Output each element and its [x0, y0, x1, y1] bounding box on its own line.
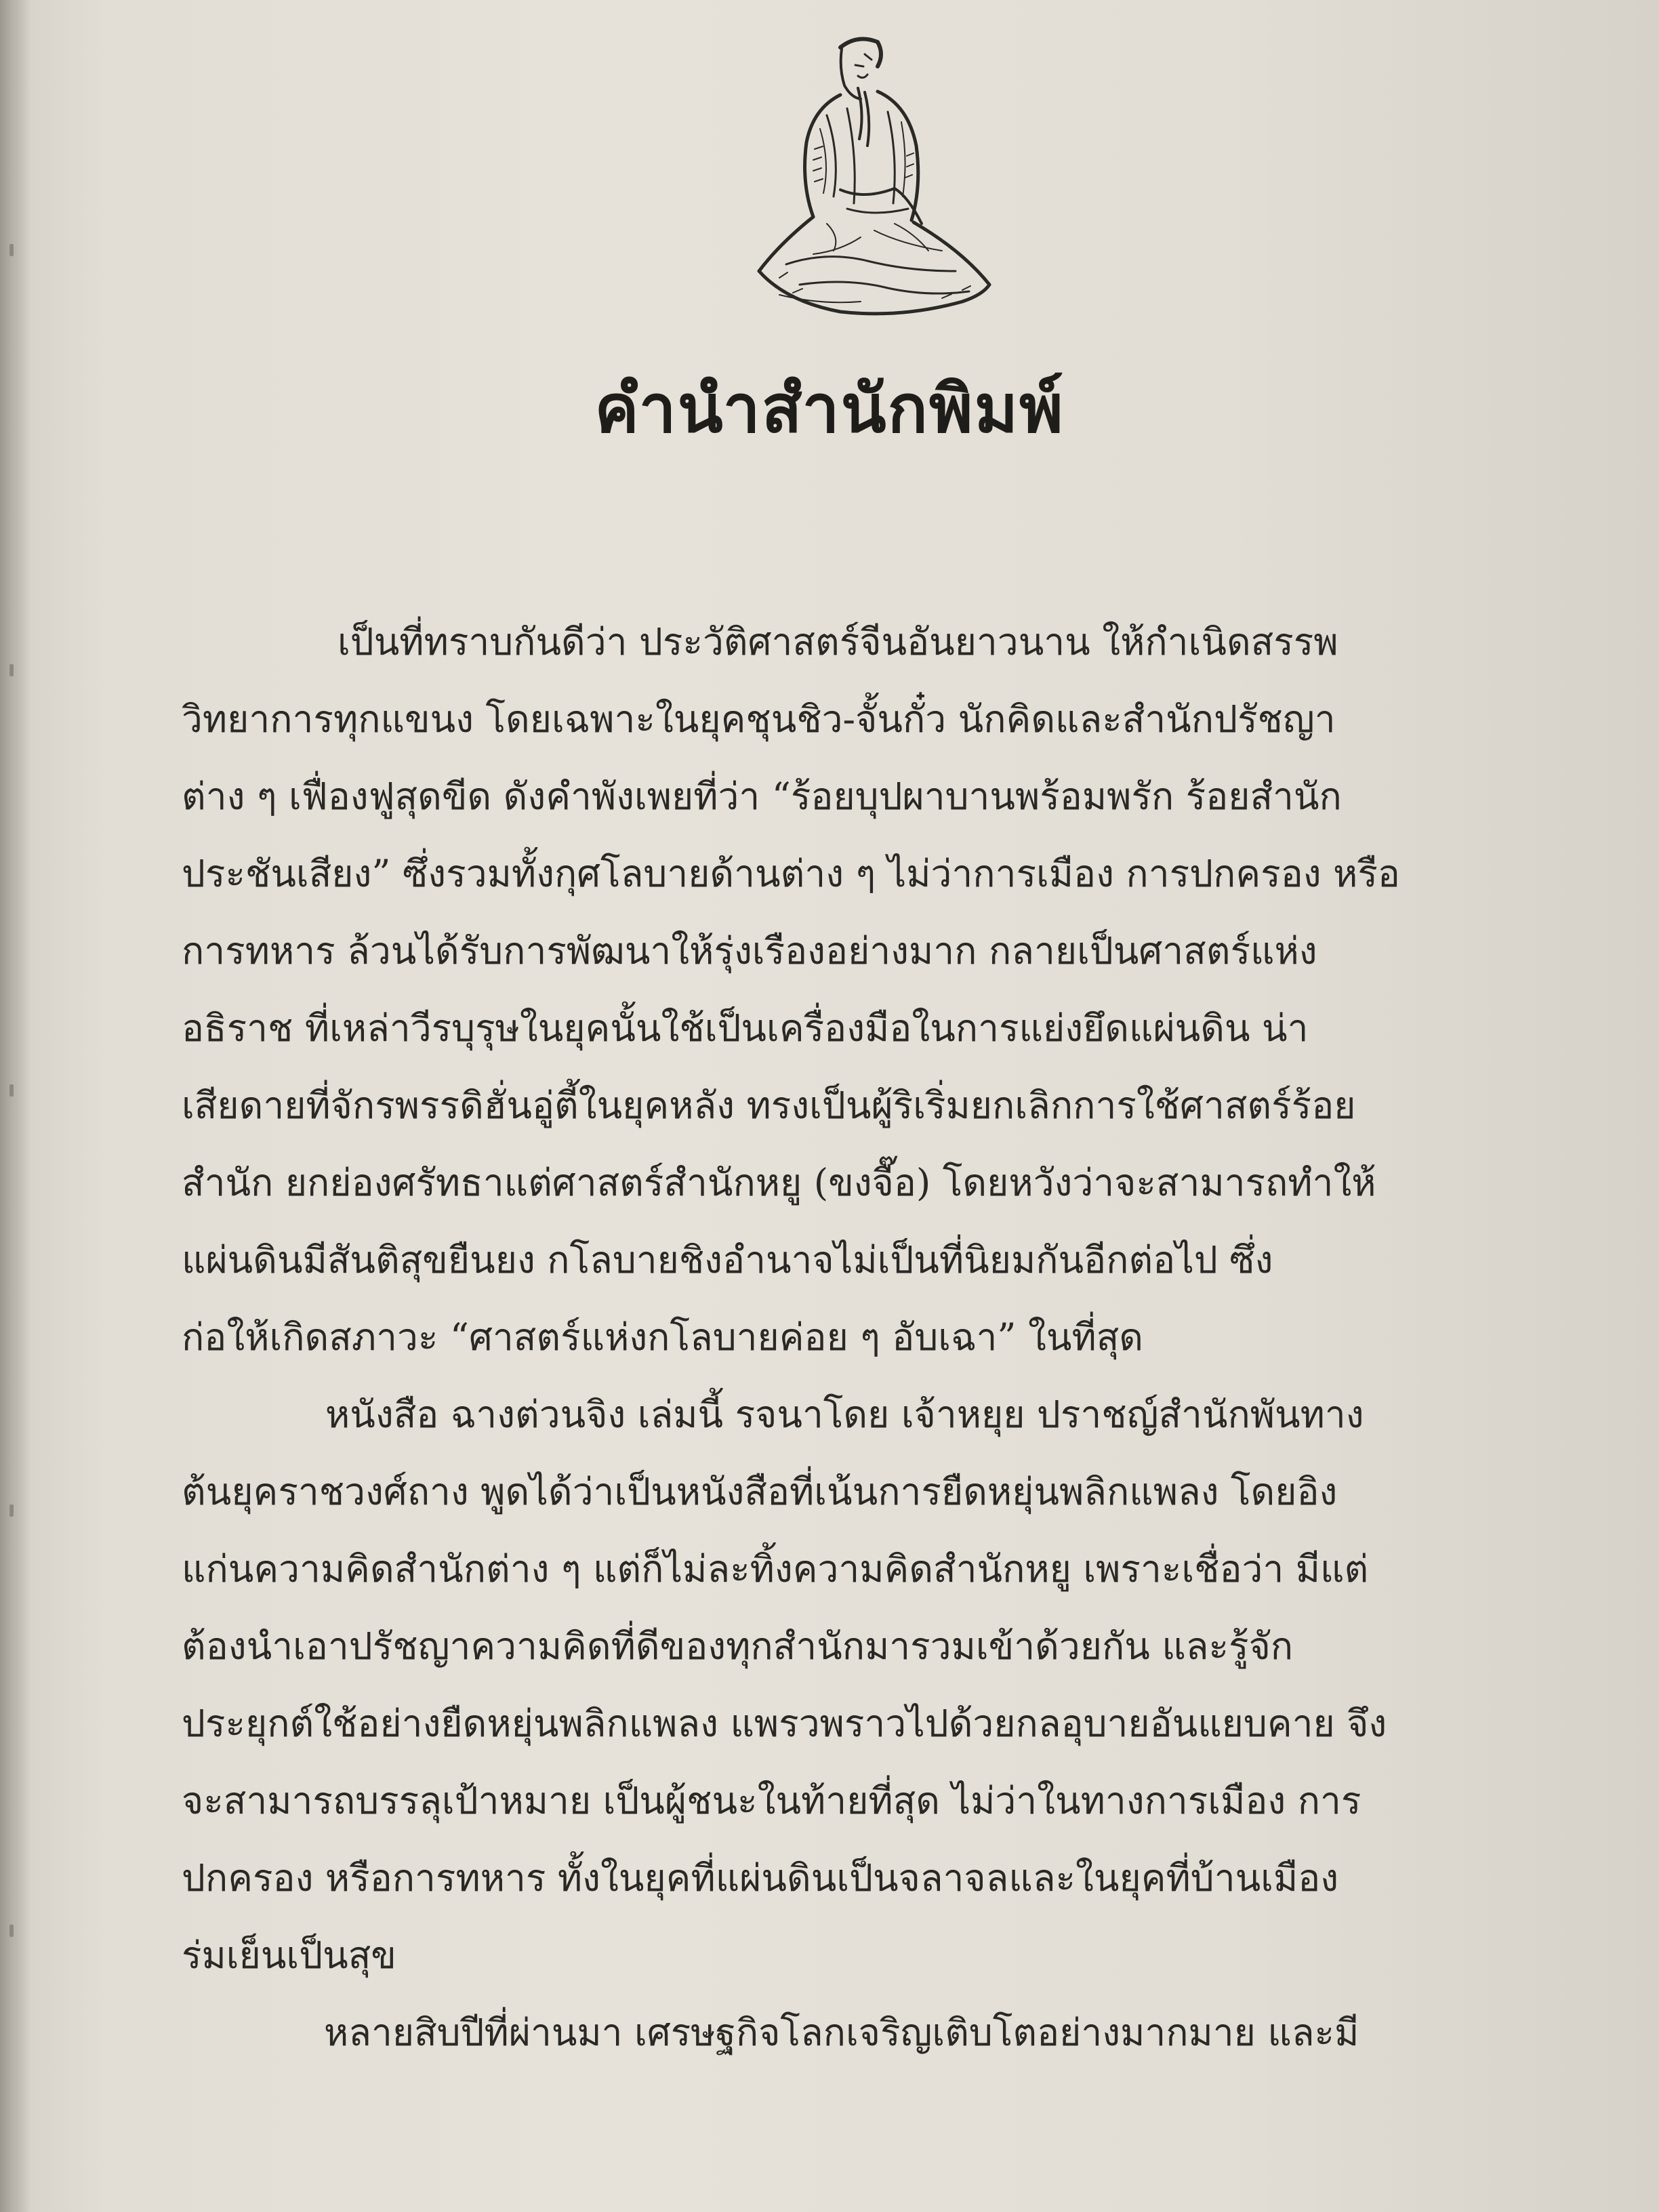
page-title: คำนำสำนักพิมพ์: [594, 371, 1065, 448]
text-line: ร่มเย็นเป็นสุข: [182, 1933, 396, 1977]
text-line: แผ่นดินมีสันติสุขยืนยง กโลบายชิงอำนาจไม่เป็นที่นิยมกันอีกต่อไป ซึ่ง: [182, 1238, 1273, 1282]
text-line: การทหาร ล้วนได้รับการพัฒนาให้รุ่งเรืองอย่างมาก กลายเป็นศาสตร์แห่ง: [182, 929, 1317, 972]
text-line: ต้องนำเอาปรัชญาความคิดที่ดีของทุกสำนักมารวมเข้าด้วยกัน และรู้จัก: [182, 1624, 1294, 1668]
text-line: ปกครอง หรือการทหาร ทั้งในยุคที่แผ่นดินเป็นจลาจลและในยุคที่บ้านเมือง: [182, 1856, 1339, 1900]
text-line: ต้นยุคราชวงศ์ถาง พูดได้ว่าเป็นหนังสือที่เน้นการยืดหยุ่นพลิกแพลง โดยอิง: [182, 1470, 1338, 1513]
text-line: ประชันเสียง” ซึ่งรวมทั้งกุศโลบายด้านต่าง ๆ ไม่ว่าการเมือง การปกครอง หรือ: [182, 852, 1400, 895]
text-line: หนังสือ ฉางต่วนจิง เล่มนี้ รจนาโดย เจ้าหยุย ปราชญ์สำนักพันทาง: [325, 1393, 1364, 1436]
text-line: ประยุกต์ใช้อย่างยืดหยุ่นพลิกแพลง แพรวพราวไปด้วยกลอุบายอันแยบคาย จึง: [182, 1702, 1387, 1745]
text-line: เสียดายที่จักรพรรดิฮั่นอู่ตี้ในยุคหลัง ทรงเป็นผู้ริเริ่มยกเลิกการใช้ศาสตร์ร้อย: [182, 1084, 1356, 1127]
binding-stitch: [9, 1925, 14, 1937]
binding-stitch: [9, 1504, 14, 1517]
text-line: แก่นความคิดสำนักต่าง ๆ แต่ก็ไม่ละทิ้งความคิดสำนักหยู เพราะเชื่อว่า มีแต่: [182, 1547, 1369, 1591]
preface-body: [182, 603, 1510, 2071]
text-line: จะสามารถบรรลุเป้าหมาย เป็นผู้ชนะในท้ายที่สุด ไม่ว่าในทางการเมือง การ: [182, 1779, 1361, 1822]
binding-stitch: [9, 664, 14, 676]
text-line: เป็นที่ทราบกันดีว่า ประวัติศาสตร์จีนอันยาวนาน ให้กำเนิดสรรพ: [337, 620, 1338, 663]
text-line: สำนัก ยกย่องศรัทธาแต่ศาสตร์สำนักหยู (ขงจื๊อ) โดยหวังว่าจะสามารถทำให้: [182, 1161, 1376, 1204]
book-spine-shadow: [0, 0, 31, 2212]
text-line: วิทยาการทุกแขนง โดยเฉพาะในยุคชุนชิว-จั้นกั๋ว นักคิดและสำนักปรัชญา: [182, 697, 1336, 741]
binding-stitch: [9, 244, 14, 256]
text-line: ก่อให้เกิดสภาวะ “ศาสตร์แห่งกโลบายค่อย ๆ อับเฉา” ในที่สุด: [182, 1315, 1143, 1359]
seated-sage-illustration: [739, 27, 996, 346]
binding-stitch: [9, 1084, 14, 1097]
text-line: ต่าง ๆ เฟื่องฟูสุดขีด ดังคำพังเพยที่ว่า “ร้อยบุปผาบานพร้อมพรัก ร้อยสำนัก: [182, 775, 1342, 818]
text-line: อธิราช ที่เหล่าวีรบุรุษในยุคนั้นใช้เป็นเครื่องมือในการแย่งยึดแผ่นดิน น่า: [182, 1006, 1309, 1050]
text-line: หลายสิบปีที่ผ่านมา เศรษฐกิจโลกเจริญเติบโตอย่างมากมาย และมี: [324, 2011, 1359, 2054]
